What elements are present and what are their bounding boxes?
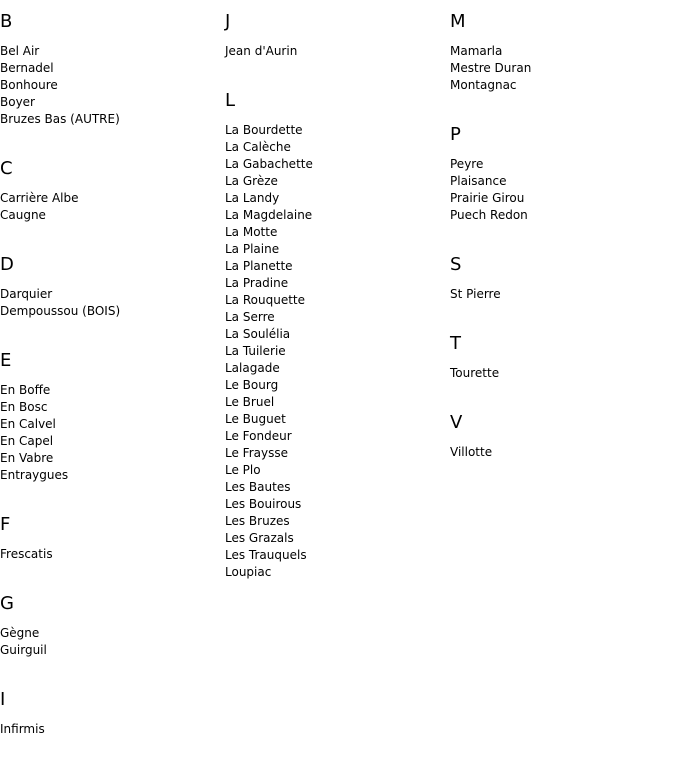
letter-group — [0, 351, 220, 484]
place-name: Le Fondeur — [225, 429, 292, 443]
place-name: Dempoussou (BOIS) — [0, 304, 121, 318]
place-list — [0, 382, 220, 484]
place-name: La Tuilerie — [225, 344, 286, 358]
place-name: Mamarla — [450, 44, 503, 58]
letter-group — [0, 159, 220, 224]
place-name: Bernadel — [0, 61, 54, 75]
letter-heading: B — [0, 11, 13, 32]
index-column-3 — [450, 12, 670, 492]
place-name: Le Buguet — [225, 412, 286, 426]
letter-group — [0, 515, 220, 563]
place-name: Les Grazals — [225, 531, 294, 545]
place-name: En Boffe — [0, 383, 51, 397]
letter-group — [225, 91, 445, 581]
letter-heading: D — [0, 254, 14, 275]
place-name: Le Fraysse — [225, 446, 288, 460]
place-name: Frescatis — [0, 547, 53, 561]
place-name: Plaisance — [450, 174, 507, 188]
place-list — [450, 286, 670, 303]
place-name: Carrière Albe — [0, 191, 79, 205]
place-list — [450, 43, 670, 94]
place-name: Caugne — [0, 208, 46, 222]
place-name: En Bosc — [0, 400, 48, 414]
place-name: La Bourdette — [225, 123, 303, 137]
letter-heading: S — [450, 254, 462, 275]
place-list — [225, 122, 445, 581]
place-name: La Rouquette — [225, 293, 305, 307]
place-name: Puech Redon — [450, 208, 528, 222]
place-name: Montagnac — [450, 78, 517, 92]
letter-heading: G — [0, 593, 14, 614]
place-name: Jean d'Aurin — [225, 44, 298, 58]
letter-heading: M — [450, 11, 466, 32]
letter-group — [0, 255, 220, 320]
place-list — [450, 156, 670, 224]
place-name: Les Bouirous — [225, 497, 302, 511]
letter-group — [450, 413, 670, 461]
letter-heading: C — [0, 158, 13, 179]
place-name: La Plaine — [225, 242, 280, 256]
place-name: Prairie Girou — [450, 191, 525, 205]
place-name: Bonhoure — [0, 78, 58, 92]
place-name: Guirguil — [0, 643, 47, 657]
place-name: Mestre Duran — [450, 61, 532, 75]
letter-group — [450, 334, 670, 382]
place-name: La Planette — [225, 259, 293, 273]
place-list — [450, 365, 670, 382]
place-name: La Pradine — [225, 276, 289, 290]
letter-group — [0, 12, 220, 128]
place-name: Darquier — [0, 287, 53, 301]
place-name: Bel Air — [0, 44, 40, 58]
place-name: Peyre — [450, 157, 484, 171]
letter-heading: I — [0, 689, 6, 710]
place-name: En Capel — [0, 434, 54, 448]
letter-heading: E — [0, 350, 12, 371]
place-name: La Grèze — [225, 174, 278, 188]
place-name: Boyer — [0, 95, 35, 109]
place-name: Bruzes Bas (AUTRE) — [0, 112, 120, 126]
letter-heading: P — [450, 124, 461, 145]
place-name: Gègne — [0, 626, 40, 640]
place-name: Entraygues — [0, 468, 69, 482]
place-name: Le Bruel — [225, 395, 275, 409]
place-name: En Calvel — [0, 417, 56, 431]
place-list — [0, 546, 220, 563]
letter-group — [0, 690, 220, 738]
place-name: St Pierre — [450, 287, 501, 301]
place-name: La Soulélia — [225, 327, 291, 341]
place-name: La Calèche — [225, 140, 291, 154]
place-name: En Vabre — [0, 451, 54, 465]
place-name: Infirmis — [0, 722, 45, 736]
index-column-2 — [225, 12, 445, 612]
place-name: La Landy — [225, 191, 280, 205]
letter-heading: T — [450, 333, 461, 354]
letter-heading: J — [225, 11, 231, 32]
place-name: Le Bourg — [225, 378, 279, 392]
place-name: Loupiac — [225, 565, 272, 579]
place-list — [0, 43, 220, 128]
place-list — [0, 286, 220, 320]
place-name: La Gabachette — [225, 157, 313, 171]
place-name: Les Bautes — [225, 480, 291, 494]
letter-group — [225, 12, 445, 60]
place-name: Les Bruzes — [225, 514, 290, 528]
place-name: La Serre — [225, 310, 275, 324]
place-list — [0, 625, 220, 659]
place-name: Le Plo — [225, 463, 261, 477]
letter-heading: F — [0, 514, 11, 535]
place-list — [0, 190, 220, 224]
letter-heading: V — [450, 412, 463, 433]
place-name: La Motte — [225, 225, 278, 239]
place-name: Tourette — [450, 366, 500, 380]
index-column-1 — [0, 12, 220, 769]
place-name: Lalagade — [225, 361, 280, 375]
place-name: Les Trauquels — [225, 548, 307, 562]
letter-group — [450, 255, 670, 303]
place-list — [450, 444, 670, 461]
letter-group — [450, 12, 670, 94]
letter-heading: L — [225, 90, 236, 111]
place-list — [0, 721, 220, 738]
letter-group — [450, 125, 670, 224]
place-name: La Magdelaine — [225, 208, 313, 222]
letter-group — [0, 594, 220, 659]
place-name: Villotte — [450, 445, 493, 459]
place-list — [225, 43, 445, 60]
